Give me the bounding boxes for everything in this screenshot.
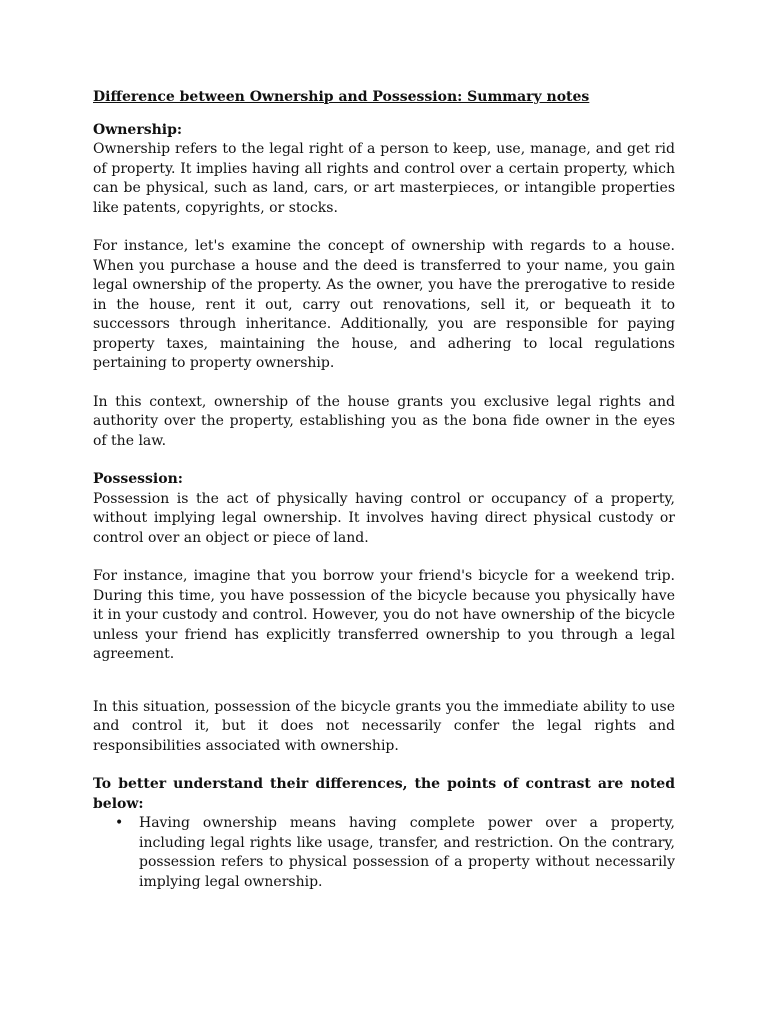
- contrast-point-text: Having ownership means having complete power over a property, including legal rights like usage, transfer, and restriction. On the contrary, possession refers to physical possession of a property without necessarily implying legal ownership.: [139, 815, 675, 890]
- ownership-paragraph-2: For instance, let's examine the concept of ownership with regards to a house. When you purchase a house and the deed is transferred to your name, you gain legal ownership of the property. As the owner, you have the prerogative to reside in the house, rent it out, carry out renovations, sell it, or bequeath it to successors through inheritance. Additionally, you are responsible for paying property taxes, maintaining the house, and adhering to local regulations pertaining to property ownership.: [93, 238, 675, 371]
- ownership-paragraph-3: In this context, ownership of the house grants you exclusive legal rights and authority over the property, establishing you as the bona fide owner in the eyes of the law.: [93, 393, 675, 449]
- possession-paragraph-2: For instance, imagine that you borrow your friend's bicycle for a weekend trip. During this time, you have possession of the bicycle because you physically have it in your custody and control. However, you do not have ownership of the bicycle unless your friend has explicitly transferred ownership to you through a legal agreement.: [93, 568, 675, 662]
- contrast-point-1: [115, 814, 675, 892]
- ownership-heading: Ownership:: [93, 121, 183, 138]
- possession-paragraph-1: Possession is the act of physically having control or occupancy of a property, without implying legal ownership. It involves having direct physical custody or control over an object or piece of land.: [93, 490, 675, 546]
- possession-heading: Possession:: [93, 471, 183, 487]
- contrast-heading: To better understand their differences, the points of contrast are noted below:: [93, 776, 675, 812]
- contrast-list: [93, 814, 675, 892]
- document-title: Difference between Ownership and Possession: Summary notes: [93, 89, 590, 105]
- document-page: [93, 88, 675, 892]
- possession-paragraph-3: In this situation, possession of the bicycle grants you the immediate ability to use and control it, but it does not necessarily confer the legal rights and responsibilities associated with ownership.: [93, 698, 675, 754]
- ownership-paragraph-1: Ownership refers to the legal right of a person to keep, use, manage, and get rid of property. It implies having all rights and control over a certain property, which can be physical, such as land, cars, or art masterpieces, or intangible properties like patents, copyrights, or stocks.: [93, 141, 675, 216]
- bullet-icon: •: [115, 815, 124, 831]
